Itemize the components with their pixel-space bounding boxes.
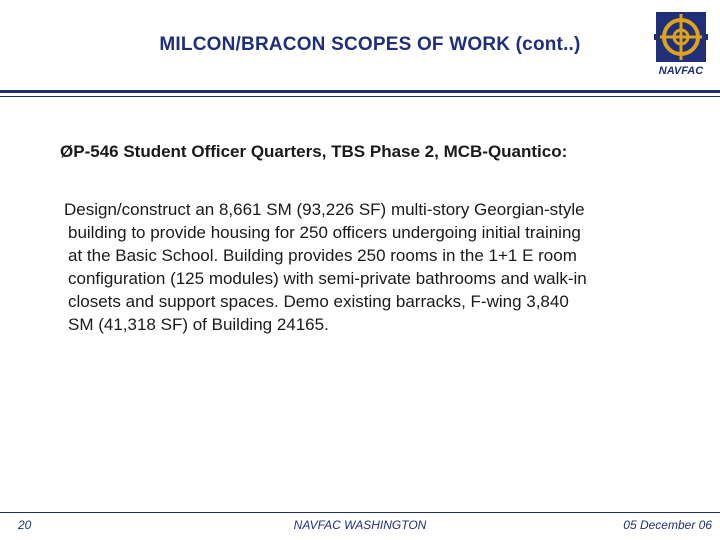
- project-heading: [60, 142, 700, 162]
- header-rule: [0, 90, 720, 93]
- logo-text: NAVFAC: [658, 65, 704, 77]
- arrow-bullet-icon: Ø: [60, 142, 74, 161]
- description-line: at the Basic School. Building provides 250 rooms in the 1+1 E room: [68, 246, 577, 265]
- description-line: configuration (125 modules) with semi-private bathrooms and walk-in: [68, 269, 587, 288]
- footer-rule: [0, 512, 720, 513]
- description-line: closets and support spaces. Demo existing barracks, F-wing 3,840: [68, 292, 569, 311]
- project-heading-text: P-546 Student Officer Quarters, TBS Phase 2, MCB-Quantico:: [73, 142, 568, 161]
- project-description: [64, 198, 700, 336]
- footer-date: 05 December 06: [623, 518, 712, 532]
- footer-organization: NAVFAC WASHINGTON: [293, 518, 427, 532]
- header-rule-thin: [0, 96, 720, 97]
- slide-title: MILCON/BRACON SCOPES OF WORK (cont..): [159, 34, 581, 55]
- page-number: 20: [18, 518, 32, 532]
- description-line: SM (41,318 SF) of Building 24165.: [68, 315, 329, 334]
- description-line: building to provide housing for 250 officers undergoing initial training: [68, 223, 581, 242]
- description-line: Design/construct an 8,661 SM (93,226 SF) multi-story Georgian-style: [64, 200, 585, 219]
